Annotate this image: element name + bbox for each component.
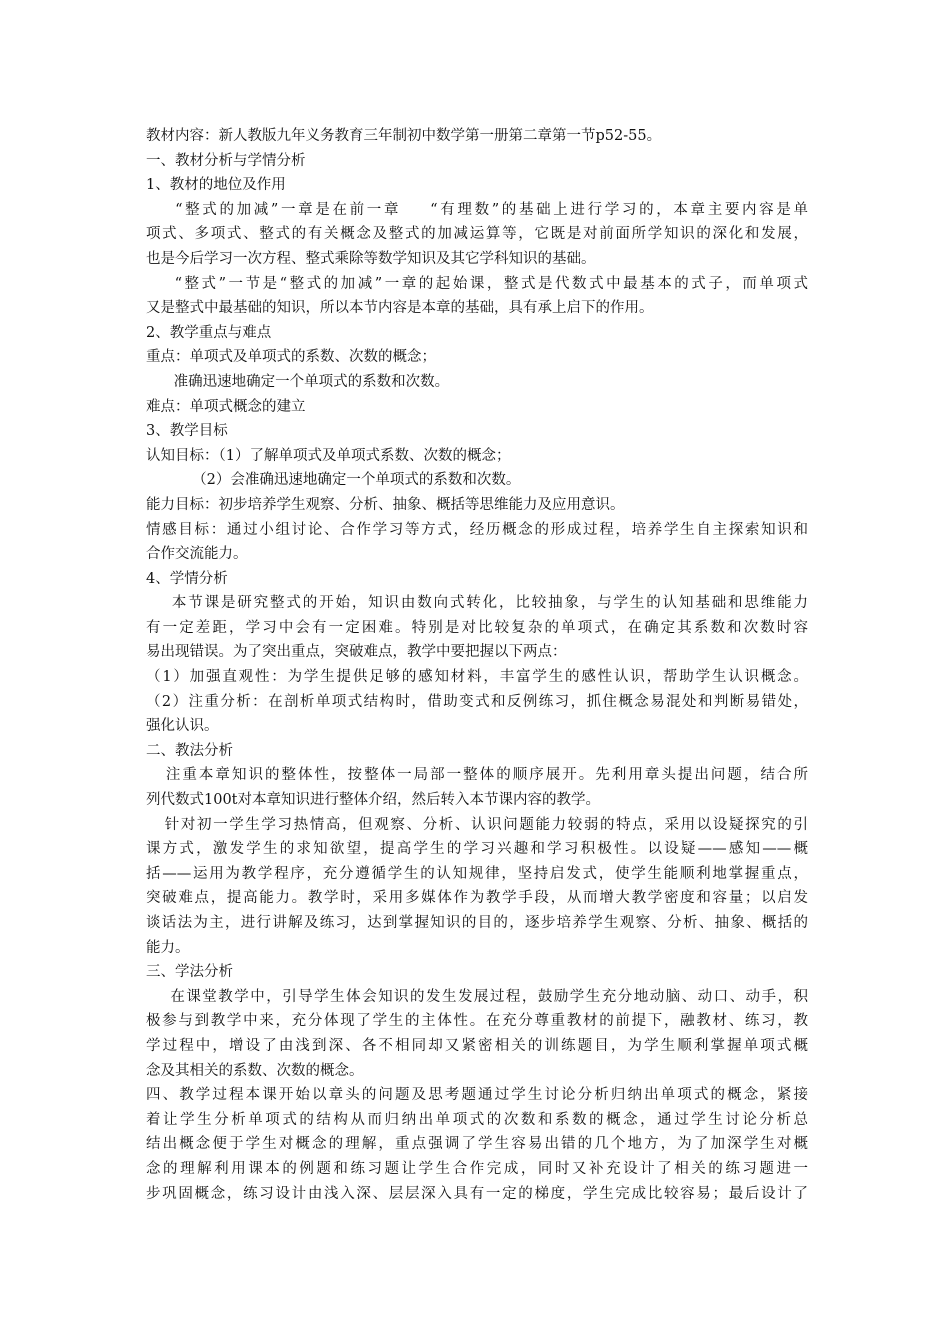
text-line: 针对初一学生学习热情高，但观察、分析、认识问题能力较弱的特点，采用以设疑探究的引 <box>146 816 808 833</box>
text-line: 合作交流能力。 <box>146 546 248 563</box>
text-line: 二、教法分析 <box>146 742 233 759</box>
text-line: 强化认识。 <box>146 718 219 735</box>
text-line: 列代数式100t对本章知识进行整体介绍，然后转入本节课内容的教学。 <box>146 792 601 809</box>
text-line: 念的理解利用课本的例题和练习题让学生合作完成，同时又补充设计了相关的练习题进一 <box>146 1160 808 1177</box>
text-line: 括——运用为教学程序，充分遵循学生的认知规律，坚持启发式，使学生能顺利地掌握重点， <box>146 865 808 882</box>
text-line: 课方式，激发学生的求知欲望，提高学生的学习兴趣和学习积极性。以设疑——感知——概 <box>146 841 808 858</box>
text-line: 四、教学过程本课开始以章头的问题及思考题通过学生讨论分析归纳出单项式的概念，紧接 <box>146 1087 808 1104</box>
text-line: 重点：单项式及单项式的系数、次数的概念； <box>146 349 436 366</box>
text-line: 步巩固概念，练习设计由浅入深、层层深入具有一定的梯度，学生完成比较容易；最后设计了 <box>146 1185 808 1202</box>
text-line: 在课堂教学中，引导学生体会知识的发生发展过程，鼓励学生充分地动脑、动口、动手，积 <box>146 988 808 1005</box>
text-line: “整式的加减”一章是在前一章 “有理数”的基础上进行学习的，本章主要内容是单 <box>146 201 808 218</box>
text-line: 着让学生分析单项式的结构从而归纳出单项式的次数和系数的概念，通过学生讨论分析总 <box>146 1111 808 1128</box>
text-line: 准确迅速地确定一个单项式的系数和次数。 <box>146 373 450 390</box>
text-line: 易出现错误。为了突出重点，突破难点，教学中要把握以下两点： <box>146 644 567 661</box>
text-line: 能力。 <box>146 939 190 956</box>
text-line: （2）注重分析：在剖析单项式结构时，借助变式和反例练习，抓住概念易混处和判断易错处， <box>146 693 808 710</box>
text-line: （1）加强直观性：为学生提供足够的感知材料，丰富学生的感性认识，帮助学生认识概念。 <box>146 669 808 686</box>
text-line: 认知目标：（1）了解单项式及单项式系数、次数的概念； <box>146 447 511 464</box>
text-line: 学过程中，增设了由浅到深、各不相同却又紧密相关的训练题目，为学生顺利掌握单项式概 <box>146 1037 808 1054</box>
text-line: 3、教学目标 <box>146 423 228 440</box>
text-line: 突破难点，提高能力。教学时，采用多媒体作为教学手段，从而增大教学密度和容量；以启发 <box>146 890 808 907</box>
text-line: 谈话法为主，进行讲解及练习，达到掌握知识的目的，逐步培养学生观察、分析、抽象、概括的 <box>146 915 808 931</box>
text-line: 结出概念便于学生对概念的理解，重点强调了学生容易出错的几个地方，为了加深学生对概 <box>146 1136 808 1153</box>
text-line: 三、学法分析 <box>146 964 233 981</box>
text-line: 难点：单项式概念的建立 <box>146 398 306 415</box>
text-line: 本节课是研究整式的开始，知识由数向式转化，比较抽象，与学生的认知基础和思维能力 <box>146 595 808 612</box>
text-line: 有一定差距，学习中会有一定困难。特别是对比较复杂的单项式，在确定其系数和次数时容 <box>146 619 808 636</box>
text-line: 1、教材的地位及作用 <box>146 177 286 194</box>
text-line: 2、教学重点与难点 <box>146 324 272 341</box>
text-line: 项式、多项式、整式的有关概念及整式的加减运算等，它既是对前面所学知识的深化和发展， <box>146 226 808 243</box>
text-line: 极参与到教学中来，充分体现了学生的主体性。在充分尊重教材的前提下，融教材、练习，教 <box>146 1013 808 1030</box>
text-line: 4、学情分析 <box>146 570 228 587</box>
document-body <box>146 124 808 1206</box>
text-line: 情感目标：通过小组讨论、合作学习等方式，经历概念的形成过程，培养学生自主探索知识和 <box>146 521 808 538</box>
text-line: （2）会准确迅速地确定一个单项式的系数和次数。 <box>146 472 521 489</box>
text-line: 能力目标：初步培养学生观察、分析、抽象、概括等思维能力及应用意识。 <box>146 496 625 513</box>
text-line: 一、教材分析与学情分析 <box>146 152 306 169</box>
text-line: 又是整式中最基础的知识，所以本节内容是本章的基础，具有承上启下的作用。 <box>146 300 654 317</box>
text-line: 教材内容：新人教版九年义务教育三年制初中数学第一册第二章第一节p52-55。 <box>146 128 662 144</box>
text-line: 念及其相关的系数、次数的概念。 <box>146 1062 364 1079</box>
text-line: “整式”一节是“整式的加减”一章的起始课，整式是代数式中最基本的式子，而单项式 <box>146 275 808 292</box>
text-line: 注重本章知识的整体性，按整体一局部一整体的顺序展开。先利用章头提出问题，结合所 <box>146 767 808 784</box>
text-line: 也是今后学习一次方程、整式乘除等数学知识及其它学科知识的基础。 <box>146 250 596 267</box>
